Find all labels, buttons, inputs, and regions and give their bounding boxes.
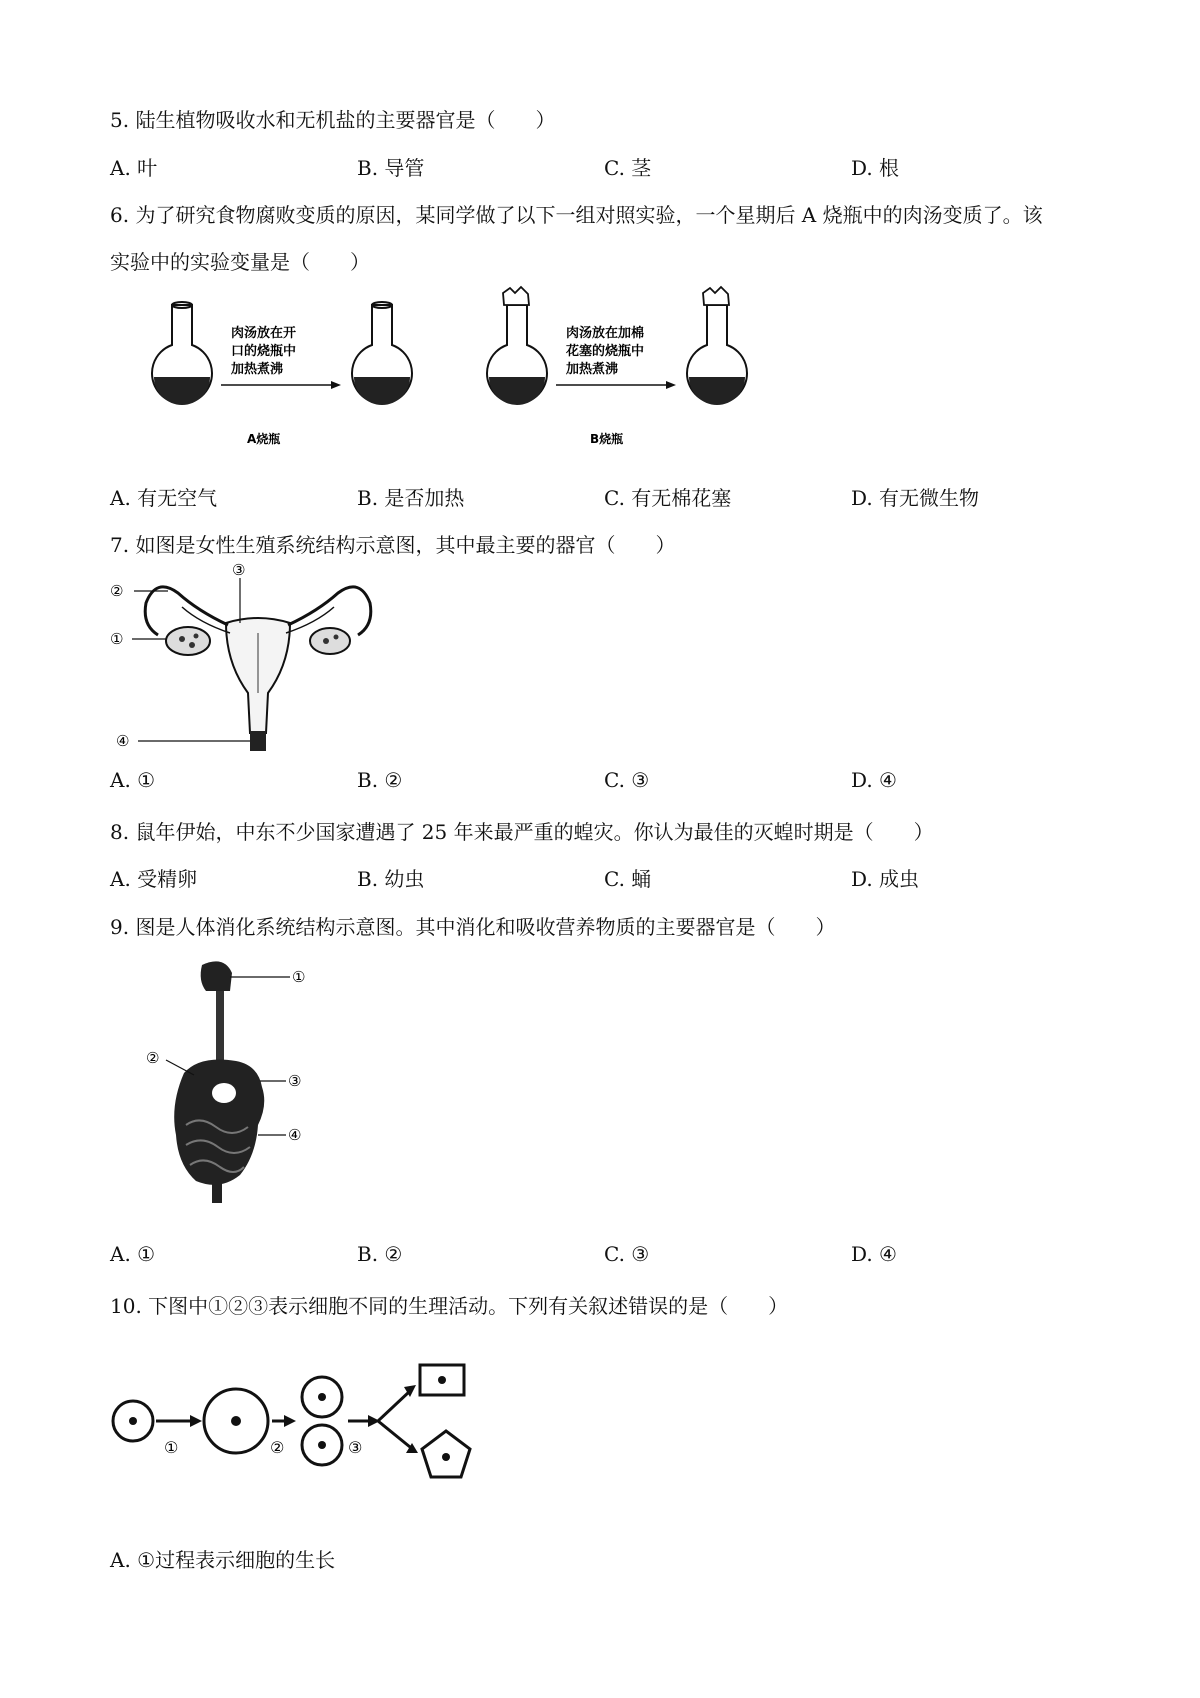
q9-option-b[interactable]: B. ②	[357, 1242, 403, 1266]
q7-option-d[interactable]: D. ④	[851, 768, 897, 792]
flask-experiment-figure	[135, 285, 775, 460]
flask-a-text-3: 加热煮沸	[231, 362, 284, 377]
q6-option-d[interactable]: D. 有无微生物	[851, 486, 980, 510]
label-4: ④	[288, 1126, 302, 1144]
question-9-stem: 9. 图是人体消化系统结构示意图。其中消化和吸收营养物质的主要器官是（ ）	[110, 915, 836, 939]
label-2: ②	[110, 582, 124, 600]
flask-a-caption: A烧瓶	[247, 432, 281, 446]
q10-option-a[interactable]: A. ①过程表示细胞的生长	[110, 1548, 336, 1572]
flask-a-text-2: 口的烧瓶中	[231, 344, 297, 359]
q7-option-b[interactable]: B. ②	[357, 768, 403, 792]
q6-option-b[interactable]: B. 是否加热	[357, 486, 465, 510]
flask-b-text-3: 加热煮沸	[566, 362, 619, 377]
mouth-shape	[201, 961, 232, 991]
q7-option-a[interactable]: A. ①	[110, 768, 156, 792]
q9-option-d[interactable]: D. ④	[851, 1242, 897, 1266]
q5-option-d[interactable]: D. 根	[851, 156, 900, 180]
female-reproductive-system-figure	[108, 563, 388, 758]
q5-option-b[interactable]: B. 导管	[357, 156, 425, 180]
process-label-3: ③	[348, 1438, 363, 1457]
q9-option-a[interactable]: A. ①	[110, 1242, 156, 1266]
label-1: ①	[292, 968, 306, 986]
right-ovary-shape	[310, 628, 350, 654]
process-label-1: ①	[164, 1438, 179, 1457]
question-6-stem-line1: 6. 为了研究食物腐败变质的原因，某同学做了以下一组对照实验，一个星期后 A 烧瓶中的肉汤变质了。该	[110, 203, 1043, 227]
label-2: ②	[146, 1049, 160, 1067]
q6-option-c[interactable]: C. 有无棉花塞	[604, 486, 732, 510]
process-label-2: ②	[270, 1438, 285, 1457]
label-3: ③	[288, 1072, 302, 1090]
question-10-stem: 10. 下图中①②③表示细胞不同的生理活动。下列有关叙述错误的是（ ）	[110, 1294, 789, 1318]
digestive-system-figure	[140, 955, 320, 1210]
flask-b-before-icon	[487, 287, 547, 405]
label-1: ①	[110, 630, 124, 648]
question-6-stem-line2: 实验中的实验变量是（ ）	[110, 250, 370, 274]
q5-option-c[interactable]: C. 茎	[604, 156, 652, 180]
q8-option-d[interactable]: D. 成虫	[851, 867, 920, 891]
q6-option-a[interactable]: A. 有无空气	[110, 486, 218, 510]
q9-option-c[interactable]: C. ③	[604, 1242, 650, 1266]
q7-option-c[interactable]: C. ③	[604, 768, 650, 792]
flask-b-text-1: 肉汤放在加棉	[566, 326, 645, 341]
label-4: ④	[116, 732, 130, 750]
cell-activity-figure	[110, 1355, 510, 1495]
question-7-stem: 7. 如图是女性生殖系统结构示意图，其中最主要的器官（ ）	[110, 533, 676, 557]
q8-option-a[interactable]: A. 受精卵	[110, 867, 198, 891]
flask-a-text-1: 肉汤放在开	[231, 326, 297, 341]
q8-option-b[interactable]: B. 幼虫	[357, 867, 425, 891]
flask-a-after-icon	[352, 302, 412, 405]
vagina-shape	[250, 731, 266, 751]
flask-b-caption: B烧瓶	[590, 432, 624, 446]
left-ovary-shape	[166, 627, 210, 655]
flask-b-after-icon	[687, 287, 747, 405]
question-8-stem: 8. 鼠年伊始，中东不少国家遭遇了 25 年来最严重的蝗灾。你认为最佳的灭蝗时期是（ ）	[110, 820, 934, 844]
q8-option-c[interactable]: C. 蛹	[604, 867, 652, 891]
flask-b-text-2: 花塞的烧瓶中	[566, 344, 645, 359]
q5-option-a[interactable]: A. 叶	[110, 156, 158, 180]
question-5-stem: 5. 陆生植物吸收水和无机盐的主要器官是（ ）	[110, 108, 556, 132]
flask-a-before-icon	[152, 302, 212, 405]
label-3: ③	[232, 563, 246, 579]
